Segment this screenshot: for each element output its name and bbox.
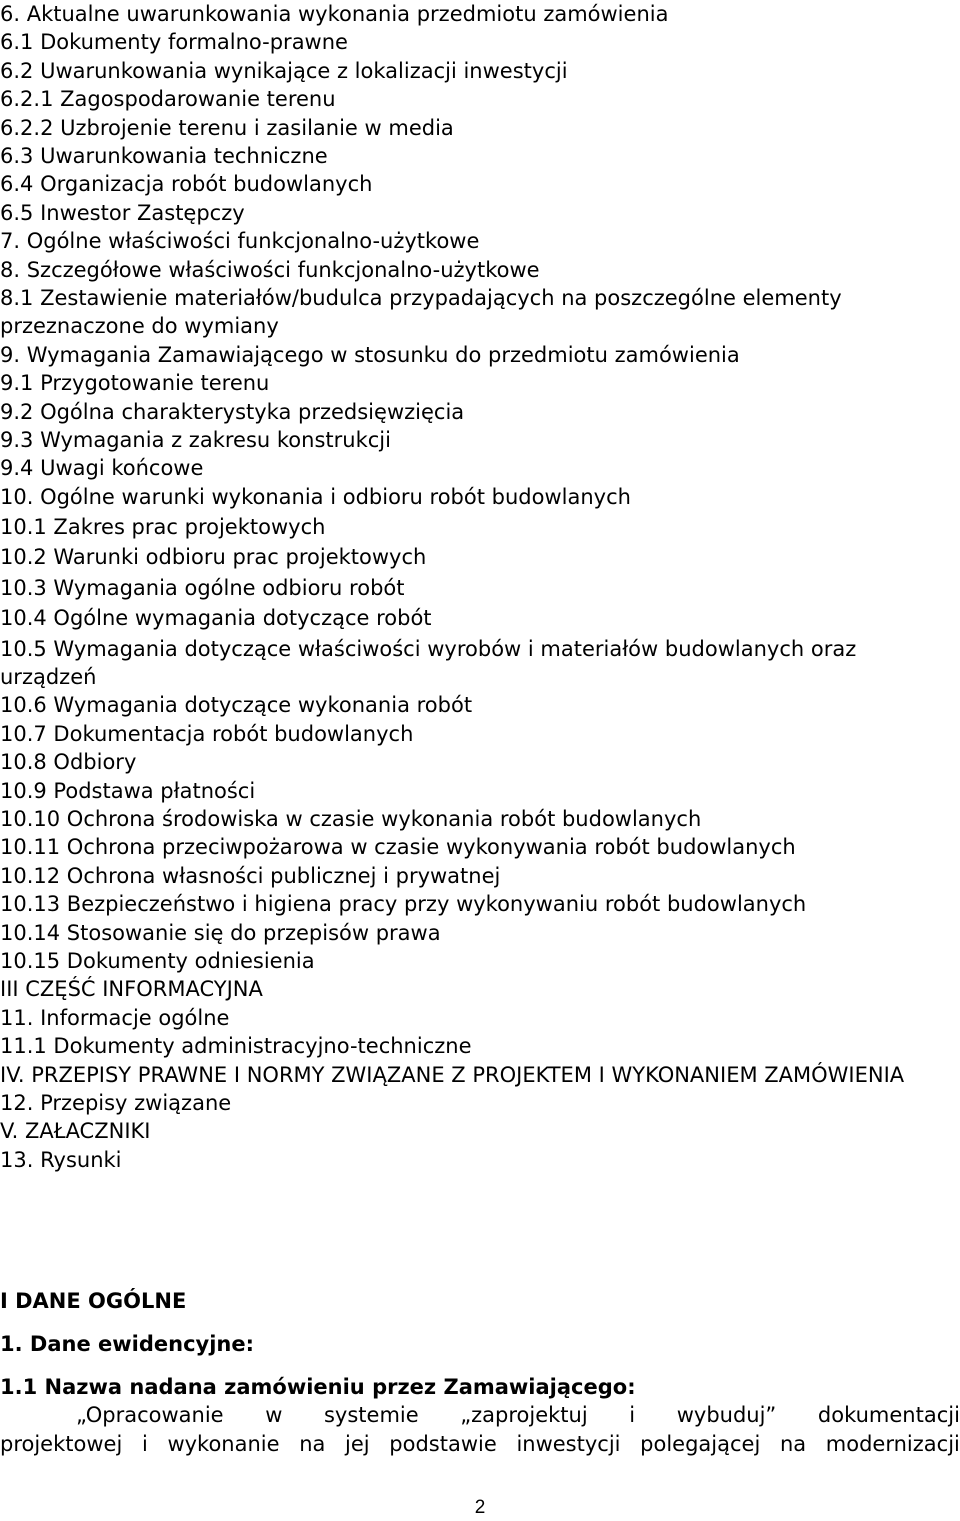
- paragraph-word: projektowej: [0, 1432, 123, 1456]
- toc-entry: 6.5 Inwestor Zastępczy: [0, 200, 245, 225]
- toc-entry: 10.14 Stosowanie się do przepisów prawa: [0, 920, 441, 945]
- toc-entry: 10.4 Ogólne wymagania dotyczące robót: [0, 606, 432, 631]
- toc-entry: 6.1 Dokumenty formalno-prawne: [0, 30, 348, 55]
- order-name-paragraph: [0, 1401, 960, 1459]
- toc-entry: 10.13 Bezpieczeństwo i higiena pracy przy wykonywaniu robót budowlanych: [0, 892, 807, 917]
- toc-entry: 6.2 Uwarunkowania wynikające z lokalizacji inwestycji: [0, 58, 568, 83]
- toc-entry: 10.5 Wymagania dotyczące właściwości wyrobów i materiałów budowlanych oraz urządzeń: [0, 636, 857, 690]
- toc-entry: 7. Ogólne właściwości funkcjonalno-użytkowe: [0, 229, 480, 254]
- toc-entry: 9.2 Ogólna charakterystyka przedsięwzięcia: [0, 399, 465, 424]
- toc-entry: 9.1 Przygotowanie terenu: [0, 371, 270, 396]
- toc-entry: 10.10 Ochrona środowiska w czasie wykonania robót budowlanych: [0, 807, 702, 831]
- paragraph-word: modernizacji: [825, 1432, 960, 1456]
- toc-entry: 11.1 Dokumenty administracyjno-techniczne: [0, 1034, 472, 1059]
- paragraph-word: polegającej: [640, 1432, 761, 1456]
- toc-entry: 10.12 Ochrona własności publicznej i prywatnej: [0, 863, 501, 888]
- paragraph-word: wybuduj”: [676, 1403, 777, 1427]
- toc-entry: IV. PRZEPISY PRAWNE I NORMY ZWIĄZANE Z PROJEKTEM I WYKONANIEM ZAMÓWIENIA: [0, 1062, 905, 1087]
- section-heading: 1. Dane ewidencyjne:: [0, 1332, 254, 1356]
- paragraph-word: podstawie: [389, 1432, 497, 1456]
- toc-entry: 8. Szczegółowe właściwości funkcjonalno-użytkowe: [0, 257, 540, 282]
- paragraph-word: systemie: [323, 1403, 419, 1427]
- toc-entry: 6.4 Organizacja robót budowlanych: [0, 172, 373, 197]
- paragraph-line: [0, 1401, 960, 1430]
- paragraph-word: dokumentacji: [817, 1403, 960, 1427]
- toc-entry: V. ZAŁACZNIKI: [0, 1119, 151, 1144]
- paragraph-word: „Opracowanie: [76, 1403, 224, 1427]
- paragraph-word: „zaprojektuj: [460, 1403, 588, 1427]
- toc-entry: 10.9 Podstawa płatności: [0, 778, 256, 803]
- toc-entry: 10.1 Zakres prac projektowych: [0, 515, 326, 540]
- toc-entry: III CZĘŚĆ INFORMACYJNA: [0, 977, 263, 1002]
- toc-entry: 11. Informacje ogólne: [0, 1005, 230, 1030]
- toc-entry: 9. Wymagania Zamawiającego w stosunku do przedmiotu zamówienia: [0, 342, 740, 367]
- toc-entry: 6.2.1 Zagospodarowanie terenu: [0, 87, 336, 112]
- paragraph-line: [0, 1430, 960, 1459]
- toc-entry: 10.2 Warunki odbioru prac projektowych: [0, 545, 427, 570]
- subsection-heading: 1.1 Nazwa nadana zamówieniu przez Zamawiającego:: [0, 1375, 636, 1399]
- toc-entry: 10. Ogólne warunki wykonania i odbioru robót budowlanych: [0, 484, 631, 509]
- toc-entry: 6.2.2 Uzbrojenie terenu i zasilanie w media: [0, 115, 454, 140]
- paragraph-word: inwestycji: [516, 1432, 621, 1456]
- paragraph-word: w: [265, 1403, 283, 1427]
- paragraph-word: na: [779, 1432, 807, 1456]
- toc-entry: 10.6 Wymagania dotyczące wykonania robót: [0, 693, 473, 718]
- toc-entry: 8.1 Zestawienie materiałów/budulca przypadających na poszczególne elementy przeznaczone do wymiany: [0, 285, 842, 339]
- paragraph-word: wykonanie: [167, 1432, 280, 1456]
- paragraph-word: jej: [345, 1432, 370, 1456]
- paragraph-word: i: [141, 1432, 148, 1456]
- toc-entry: 12. Przepisy związane: [0, 1090, 232, 1115]
- toc-entry: 10.7 Dokumentacja robót budowlanych: [0, 721, 414, 746]
- toc-entry: 10.15 Dokumenty odniesienia: [0, 948, 315, 973]
- toc-entry: 10.3 Wymagania ogólne odbioru robót: [0, 575, 405, 600]
- toc-entry: 10.11 Ochrona przeciwpożarowa w czasie wykonywania robót budowlanych: [0, 835, 796, 860]
- toc-entry: 9.4 Uwagi końcowe: [0, 456, 204, 481]
- part-heading: I DANE OGÓLNE: [0, 1289, 187, 1313]
- paragraph-word: i: [629, 1403, 636, 1427]
- paragraph-word: na: [299, 1432, 326, 1456]
- toc-entry: 13. Rysunki: [0, 1147, 122, 1172]
- toc-entry: 10.8 Odbiory: [0, 750, 137, 775]
- toc-entry: 6. Aktualne uwarunkowania wykonania przedmiotu zamówienia: [0, 2, 669, 26]
- page-number: 2: [474, 1497, 486, 1518]
- toc-entry: 9.3 Wymagania z zakresu konstrukcji: [0, 427, 391, 452]
- toc-entry: 6.3 Uwarunkowania techniczne: [0, 143, 328, 168]
